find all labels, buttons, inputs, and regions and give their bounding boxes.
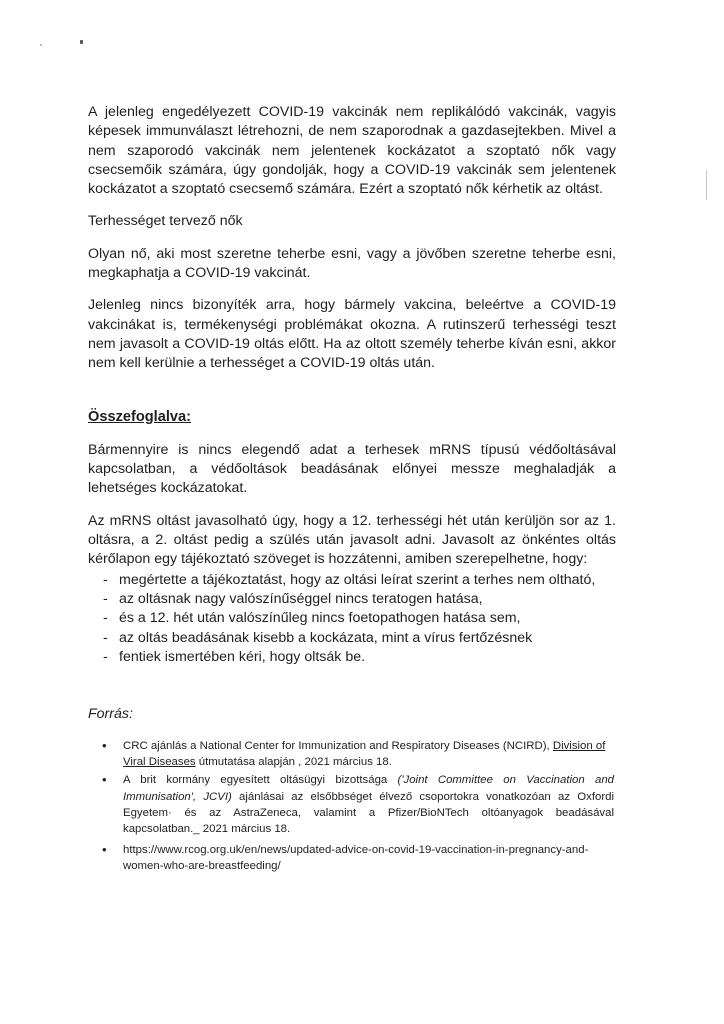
reference-item [102,772,614,837]
scan-speck [80,40,83,44]
scan-edge-mark [706,170,707,200]
reference-text: A brit kormány egyesített oltásügyi bizottsága [123,774,398,787]
scan-speck [40,44,42,46]
summary-paragraph: Bármennyire is nincs elegendő adat a terhesek mRNS típusú védőoltásával kapcsolatban, a védőoltások beadásának előnyei messze meghaladják a lehetséges kockázatokat. [88,441,616,497]
consent-list [88,571,616,667]
reference-item [102,738,614,770]
list-item: - és a 12. hét után valószínűleg nincs foetopathogen hatása sem, [88,609,616,628]
sources-label: Forrás: [88,706,133,723]
division-link[interactable]: Division of Viral Diseases [123,740,606,769]
recommendation-paragraph: Az mRNS oltást javasolható úgy, hogy a 12. terhességi hét után kerüljön sor az 1. oltásra, a 2. oltást pedig a szülés után javasolt adni. Javasolt az önkéntes oltás kérőlapon egy tájékoztató szöveget is hozzátenni, amiben szerepelhetne, hogy: [88,512,616,568]
reference-italic: ('Joint Committee on Vaccination and Immunisation', JCVI) [123,774,614,803]
reference-text: CRC ajánlás a National Center for Immunization and Respiratory Diseases (NCIRD), [123,740,553,752]
list-item: - megértette a tájékoztatást, hogy az oltási leírat szerint a terhes nem oltható, [88,571,616,590]
list-item: - fentiek ismertében kéri, hogy oltsák be. [88,648,616,667]
planning-heading: Terhességet tervező nők [88,213,243,230]
document-body [88,103,616,724]
reference-list [102,738,614,877]
breastfeeding-paragraph: A jelenleg engedélyezett COVID-19 vakcinák nem replikálódó vakcinák, vagyis képesek immunválaszt létrehozni, de nem szaporodnak a gazdasejtekben. Mivel a nem szaporodó vakcinák nem jelentenek kockázatot a szoptató nők vagy csecsemőik számára, úgy gondolják, hogy a COVID-19 vakcinák sem jelentenek kockázatot a szoptató csecsemő számára. Ezért a szoptató nők kérhetik az oltást. [88,104,616,198]
planning-paragraph: Olyan nő, aki most szeretne teherbe esni, vagy a jövőben szeretne teherbe esni, megkaphatja a COVID-19 vakcinát. [88,245,616,282]
rcog-url[interactable]: https://www.rcog.org.uk/en/news/updated-advice-on-covid-19-vaccination-in-pregnancy-and-women-who-are-breastfeeding/ [123,844,589,873]
list-item: - az oltás beadásának kisebb a kockázata, mint a vírus fertőzésnek [88,629,616,648]
summary-title: Összefoglalva: [88,408,192,425]
fertility-paragraph: Jelenleg nincs bizonyíték arra, hogy bármely vakcina, beleértve a COVID-19 vakcinákat is, termékenységi problémákat okozna. A rutinszerű terhességi teszt nem javasolt a COVID-19 oltás előtt. Ha az oltott személy teherbe kíván esni, akkor nem kell kerülnie a terhességet a COVID-19 oltás után. [88,297,616,372]
reference-item [102,842,614,874]
reference-text: ajánlásai az elsőbbséget élvező csoportokra vonatkozóan az Oxfordi Egyetem· és az AstraZeneca, valamint a Pfizer/BioNTech oltóanyagok beadásával kapcsolatban._ 2021 március 18. [123,790,614,836]
reference-text: útmutatása alapján , 2021 március 18. [195,756,392,769]
list-item: - az oltásnak nagy valószínűséggel nincs teratogen hatása, [88,590,616,609]
